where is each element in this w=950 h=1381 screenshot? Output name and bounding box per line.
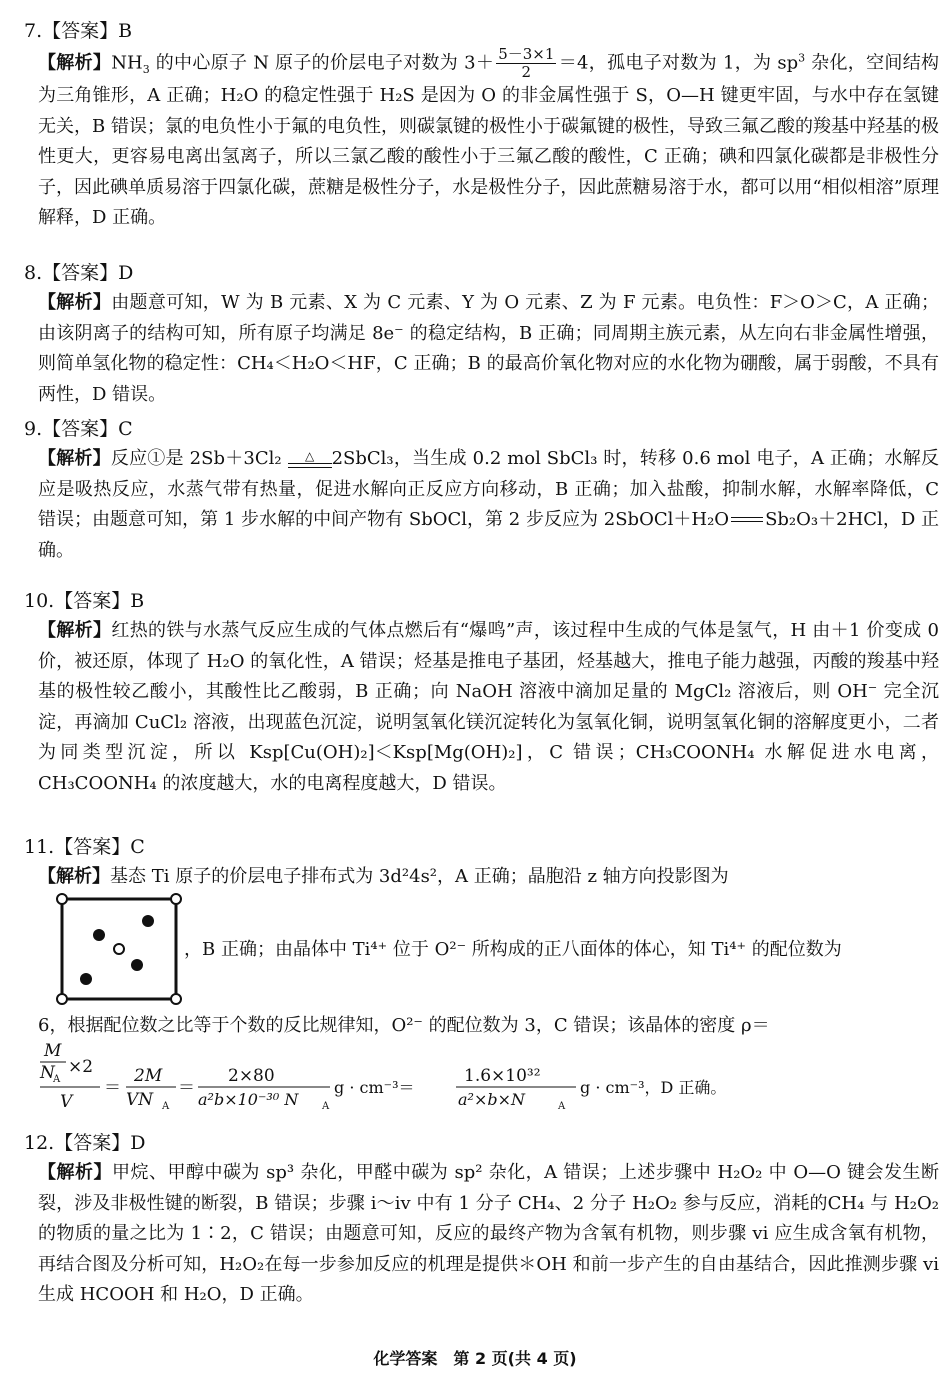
explanation: [38, 288, 939, 410]
formula-den3: a²b×10⁻³⁰ N: [198, 1090, 299, 1109]
question-7: [24, 16, 939, 234]
formula-eq1: ＝: [104, 1078, 121, 1098]
text: 2SbCl₃，当生成 0.2 mol SbCl₃ 时，转移 0.6 mol 电子，A 正确；水解反应是吸热反应，水蒸气带有热量，促进水解向正反应方向移动，B 正确；加入盐酸，抑制水解，水解率降低，C 错误；由题意可知，第 1 步水解的中间产物有 SbOCl，第 2 步反应为 2SbOCl＋H₂O: [38, 448, 939, 530]
formula-unit1: g · cm⁻³＝: [334, 1078, 415, 1097]
formula-VNA-sub: A: [162, 1101, 170, 1112]
text: 由题意可知，W 为 B 元素、X 为 C 元素、Y 为 O 元素、Z 为 F 元素。电负性：F＞O＞C，A 正确；由该阴离子的结构可知，所有原子均满足 8e⁻ 的稳定结构，B 正确；同周期主族元素，从左向右非金属性增强，则简单氢化物的稳定性：CH₄＜H₂O＜HF，C 正确；B 的最高价氧化物对应的水化物为硼酸，属于弱酸，不具有两性，D 错误。: [38, 292, 939, 405]
density-formula-svg: [38, 1041, 738, 1115]
corner-atom: [171, 994, 181, 1004]
explanation: [38, 444, 939, 566]
oxygen-atom: [142, 915, 154, 927]
heating-arrow: [288, 450, 332, 468]
answer-line: 9.【答案】C: [24, 418, 133, 440]
explanation: [38, 1158, 939, 1311]
text: ，B 正确；由晶体中 Ti⁴⁺ 位于 O²⁻ 所构成的正八面体的体心，知 Ti⁴⁺ 的配位数为: [184, 938, 842, 960]
density-formula: [38, 1041, 939, 1115]
fraction-numerator: 5－3×1: [498, 45, 555, 63]
explanation-label: 【解析】: [38, 52, 112, 74]
question-10: [24, 586, 939, 799]
text: 杂: [805, 52, 830, 74]
formula-den3-sub: A: [322, 1101, 330, 1112]
formula-den4-sub: A: [558, 1101, 566, 1112]
formula-num3: 2×80: [228, 1066, 275, 1086]
question-12: [24, 1128, 939, 1311]
explanation-label: 【解析】: [38, 620, 112, 641]
formula-V: V: [60, 1092, 73, 1112]
crystal-projection-figure: [56, 893, 182, 1005]
text: Sb₂O₃＋2HCl，D 正确。: [38, 509, 939, 561]
fraction: [496, 46, 556, 81]
text: 基态 Ti 原子的价层电子排布式为 3d²4s²，A 正确；晶胞沿 z 轴方向投影图为: [110, 866, 729, 887]
text: 反应①是 2Sb＋3Cl₂: [110, 448, 288, 469]
formula-M: M: [44, 1041, 62, 1061]
text: ＝4，孤电子对数为 1，为 sp: [558, 52, 799, 74]
answer-line: 11.【答案】C: [24, 836, 145, 858]
text: 化，空间结构为三角锥形，A 正确；H₂O 的稳定性强于 H₂S 是因为 O 的非金属性强于 S，O—H 键更牢固，与水中存在氢键无关，B 错误；氯的电负性小于氟的电负性，则碳氯键的极性小于碳氟键的极性，导致三氟乙酸的羧基中羟基的极性更大，更容易电离出氢离子，所以三氯乙酸的酸性小于三氟乙酸的酸性，C 正确；碘和四氯化碳都是非极性分子，因此碘单质易溶于四氯化碳，蔗糖是极性分子，水是极性分子，因此蔗糖易溶于水，都可以用“相似相溶”原理解释，D 正确。: [38, 52, 940, 228]
explanation-label: 【解析】: [38, 1162, 112, 1183]
formula-NA-sub: A: [53, 1074, 61, 1085]
formula-VNA: VN: [126, 1090, 154, 1110]
question-8: [24, 258, 939, 410]
formula-unit2: g · cm⁻³，D 正确。: [580, 1078, 727, 1097]
fraction-denominator: 2: [521, 63, 532, 81]
formula-eq2: ＝: [178, 1078, 195, 1098]
formula-2M: 2M: [134, 1066, 163, 1086]
text: 红热的铁与水蒸气反应生成的气体点燃后有“爆鸣”声，该过程中生成的气体是氢气，H 由＋1 价变成 0 价，被还原，体现了 H₂O 的氧化性，A 错误；烃基是推电子基团，烃基越大，推电子能力越强，丙酸的羧基中羟基的极性较乙酸小，其酸性比乙酸弱，B 正确；向 NaOH 溶液中滴加足量的 MgCl₂ 溶液后，则 OH⁻ 完全沉淀，再滴加 CuCl₂ 溶液，出现蓝色沉淀，说明氢氧化镁沉淀转化为氢氧化铜，说明氢氧化铜的溶解度更小，二者为同类型沉淀，所以 Ksp[Cu(OH)₂]＜Ksp[Mg(OH)₂]，C 错误；CH₃COONH₄ 水解促进水电离，CH₃COONH₄ 的浓度越大，水的电离程度越大，D 错误。: [38, 620, 940, 794]
subscript: 3: [142, 63, 150, 77]
answer-line: 12.【答案】D: [24, 1132, 146, 1154]
corner-atom: [171, 894, 181, 904]
answer-line: 10.【答案】B: [24, 590, 145, 612]
answer-line: 7.【答案】B: [24, 20, 133, 42]
oxygen-atom: [93, 929, 105, 941]
formula-den4: a²×b×N: [458, 1090, 526, 1109]
oxygen-atom: [80, 973, 92, 985]
question-9: [24, 414, 939, 566]
explanation: [38, 46, 939, 234]
heat-symbol: △: [304, 449, 315, 463]
reversible-arrow-icon: [729, 516, 765, 524]
formula-num4: 1.6×10³²: [464, 1066, 541, 1086]
formula-x2: ×2: [68, 1057, 94, 1077]
explanation: [38, 616, 939, 799]
question-11: [24, 832, 939, 1115]
text: 甲烷、甲醇中碳为 sp³ 杂化，甲醛中碳为 sp² 杂化，A 错误；上述步骤中 H₂O₂ 中 O—O 键会发生断裂，涉及非极性键的断裂，B 错误；步骤 i～iv 中有 1 分子 CH₄、2 分子 H₂O₂ 参与反应，消耗的CH₄ 与 H₂O₂ 的物质的量之比为 1∶2，C 错误；由题意可知，反应的最终产物为含氧有机物，则步骤 vi 应生成含氧有机物，再结合图及分析可知，H₂O₂在每一步参加反应的机理是提供＊OH 和前一步产生的自由基结合，因此推测步骤 vi 生成 HCOOH 和 H₂O，D 正确。: [38, 1162, 940, 1305]
superscript: 3: [798, 51, 806, 65]
corner-atom: [57, 994, 67, 1004]
center-atom: [114, 944, 124, 954]
answer-line: 8.【答案】D: [24, 262, 134, 284]
text: 6，根据配位数之比等于个数的反比规律知，O²⁻ 的配位数为 3，C 错误；该晶体的密度 ρ＝: [38, 1014, 770, 1036]
text: 的中心原子 N 原子的价层电子对数为 3＋: [149, 52, 495, 74]
oxygen-atom: [131, 959, 143, 971]
text: NH: [111, 52, 143, 74]
corner-atom: [57, 894, 67, 904]
explanation-continued: [38, 1011, 939, 1042]
formula-NA: N: [40, 1063, 55, 1083]
explanation-label: 【解析】: [38, 866, 110, 887]
projection-figure-row: [24, 893, 939, 1011]
explanation: [38, 862, 939, 893]
explanation-label: 【解析】: [38, 448, 111, 469]
explanation-label: 【解析】: [38, 292, 112, 313]
page-footer: 化学答案 第 2 页(共 4 页): [373, 1349, 577, 1368]
